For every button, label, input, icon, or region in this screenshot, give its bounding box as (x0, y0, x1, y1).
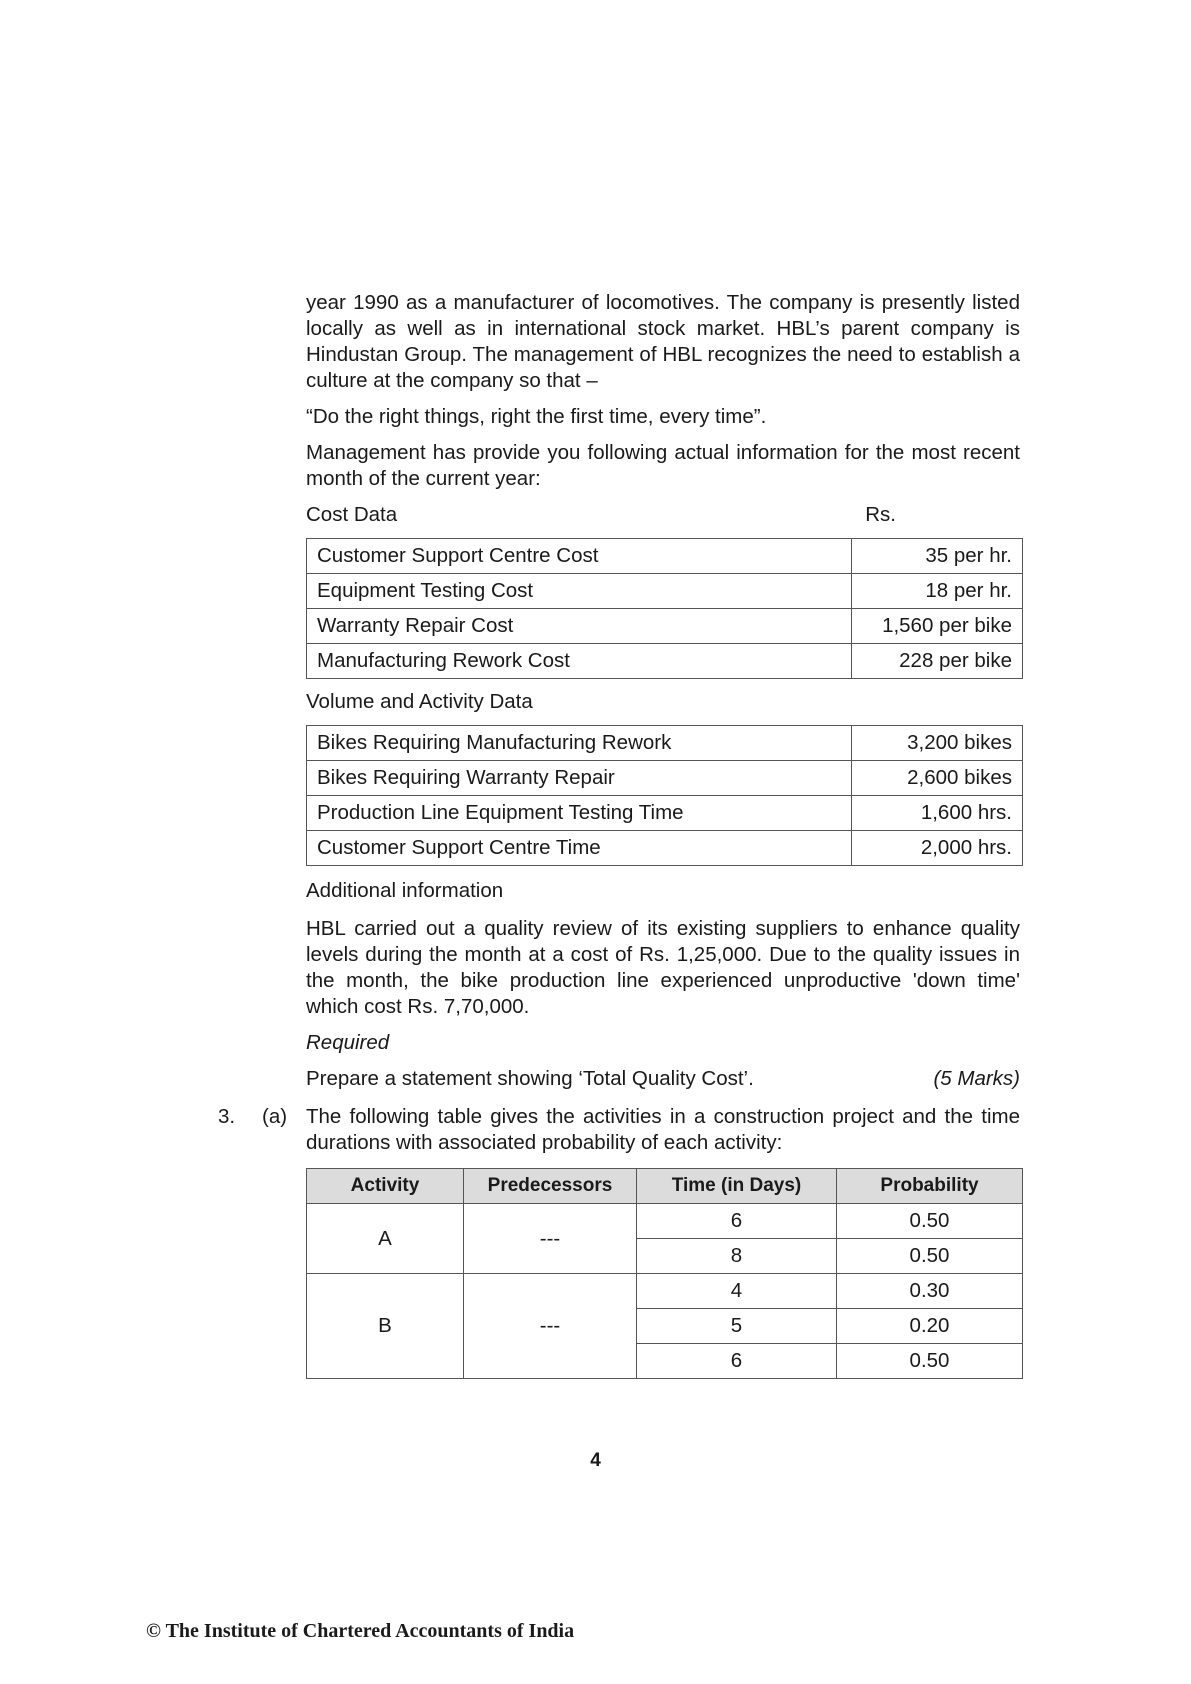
cost-item: Warranty Repair Cost (307, 609, 852, 644)
footer-copyright: © The Institute of Chartered Accountants of India (146, 1620, 575, 1642)
required-label: Required (306, 1031, 390, 1054)
cost-item: Equipment Testing Cost (307, 574, 852, 609)
table-header-row (307, 1169, 1023, 1204)
table-row (307, 796, 1023, 831)
management-paragraph: Management has provide you following actual information for the most recent month of the current year: (306, 441, 1020, 490)
additional-info-text: HBL carried out a quality review of its existing suppliers to enhance quality levels during the month at a cost of Rs. 1,25,000. Due to the quality issues in the month, the bike production line experienced unproductive 'down time' which cost Rs. 7,70,000. (306, 917, 1020, 1018)
question-part: (a) (262, 1105, 288, 1128)
page-number: 4 (590, 1450, 601, 1471)
activity-time: 6 (637, 1204, 837, 1239)
volume-item: Production Line Equipment Testing Time (307, 796, 852, 831)
activity-probability: 0.50 (837, 1239, 1023, 1274)
page-content (218, 290, 1020, 1379)
question-number: 3. (218, 1105, 236, 1128)
activity-name: A (307, 1204, 464, 1274)
activity-predecessors: --- (464, 1274, 637, 1379)
currency-unit: Rs. (865, 503, 896, 526)
task-text: Prepare a statement showing ‘Total Quality Cost’. (306, 1067, 754, 1090)
volume-value: 1,600 hrs. (852, 796, 1023, 831)
table-row (307, 1274, 1023, 1309)
activity-probability: 0.50 (837, 1344, 1023, 1379)
cost-item: Manufacturing Rework Cost (307, 644, 852, 679)
activity-time: 8 (637, 1239, 837, 1274)
additional-info-label: Additional information (306, 879, 504, 902)
table-row (307, 609, 1023, 644)
header-probability: Probability (837, 1169, 1023, 1204)
cost-item: Customer Support Centre Cost (307, 539, 852, 574)
header-time: Time (in Days) (637, 1169, 837, 1204)
marks-label: (5 Marks) (933, 1067, 1020, 1090)
table-row (307, 1204, 1023, 1239)
question-text: The following table gives the activities in a construction project and the time durations with associated probability of each activity: (306, 1105, 1020, 1154)
header-predecessors: Predecessors (464, 1169, 637, 1204)
table-row (307, 644, 1023, 679)
volume-data-table (306, 725, 1023, 866)
activity-table (306, 1168, 1023, 1379)
volume-item: Bikes Requiring Manufacturing Rework (307, 726, 852, 761)
volume-value: 3,200 bikes (852, 726, 1023, 761)
cost-data-label: Cost Data (306, 503, 398, 526)
header-activity: Activity (307, 1169, 464, 1204)
activity-time: 4 (637, 1274, 837, 1309)
volume-value: 2,000 hrs. (852, 831, 1023, 866)
activity-name: B (307, 1274, 464, 1379)
activity-probability: 0.20 (837, 1309, 1023, 1344)
question-3 (218, 1104, 1020, 1156)
table-row (307, 761, 1023, 796)
cost-value: 18 per hr. (852, 574, 1023, 609)
cost-value: 35 per hr. (852, 539, 1023, 574)
task-line (306, 1066, 1020, 1092)
volume-data-label: Volume and Activity Data (306, 690, 533, 713)
cost-data-heading (306, 502, 896, 528)
activity-time: 5 (637, 1309, 837, 1344)
table-row (307, 574, 1023, 609)
cost-value: 1,560 per bike (852, 609, 1023, 644)
table-row (307, 539, 1023, 574)
intro-paragraph: year 1990 as a manufacturer of locomotives. The company is presently listed locally as well as in international stock market. HBL’s parent company is Hindustan Group. The management of HBL recognizes the need to establish a culture at the company so that – (306, 291, 1020, 392)
activity-probability: 0.50 (837, 1204, 1023, 1239)
activity-probability: 0.30 (837, 1274, 1023, 1309)
activity-predecessors: --- (464, 1204, 637, 1274)
table-row (307, 831, 1023, 866)
motto-quote: “Do the right things, right the first time, every time”. (306, 405, 767, 428)
cost-value: 228 per bike (852, 644, 1023, 679)
volume-item: Bikes Requiring Warranty Repair (307, 761, 852, 796)
table-row (307, 726, 1023, 761)
volume-value: 2,600 bikes (852, 761, 1023, 796)
activity-time: 6 (637, 1344, 837, 1379)
volume-item: Customer Support Centre Time (307, 831, 852, 866)
cost-data-table (306, 538, 1023, 679)
